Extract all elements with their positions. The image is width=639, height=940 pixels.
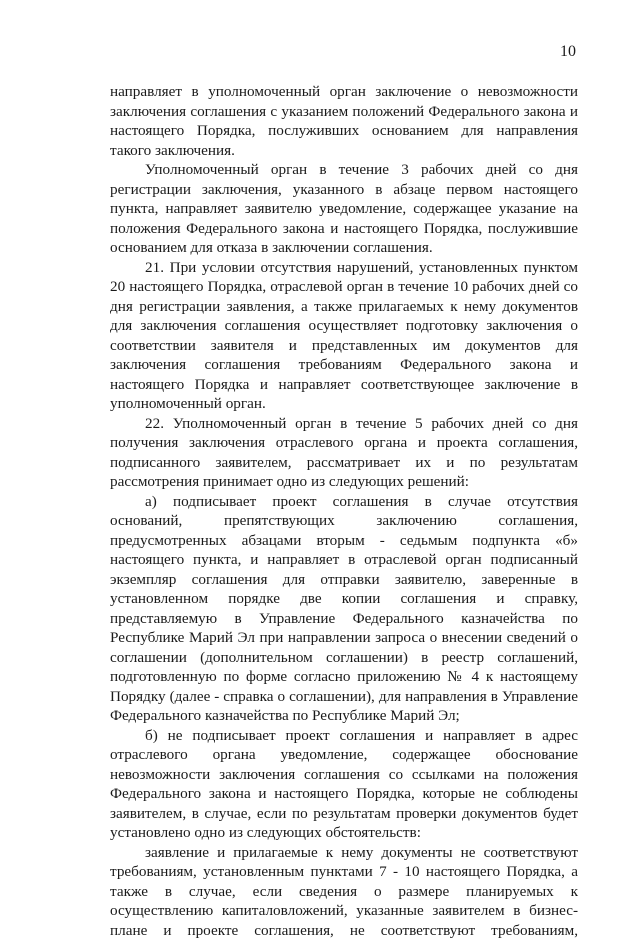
paragraph-notification: Уполномоченный орган в течение 3 рабочих дней со дня регистрации заключения, указанного в абзаце первом настоящего пункта, направляет заявителю уведомление, содержащее указание на положения Федерального закона и настоящего Порядка, послужившие основанием для отказа в заключении соглашения. bbox=[110, 160, 578, 258]
paragraph-item-21: 21. При условии отсутствия нарушений, установленных пунктом 20 настоящего Порядка, отраслевой орган в течение 10 рабочих дней со дня регистрации заявления, а также прилагаемых к нему документов для заключения соглашения осуществляет подготовку заключения о соответствии заявителя и представленных им документов для заключения соглашения требованиям Федерального закона и настоящего Порядка и направляет соответствующее заключение в уполномоченный орган. bbox=[110, 258, 578, 414]
paragraph-requirements: заявление и прилагаемые к нему документы не соответствуют требованиям, установленным пунктами 7 - 10 настоящего Порядка, а также в случае, если сведения о размере планируемых к осуществлению капиталовложений, указанные заявителем в бизнес-плане и проекте соглашения, не соответствуют требованиям, bbox=[110, 843, 578, 940]
paragraph-subitem-b: б) не подписывает проект соглашения и направляет в адрес отраслевого органа уведомление, содержащее обоснование невозможности заключения соглашения со ссылками на положения Федерального закона и настоящего Порядка, которые не соблюдены заявителем, в случае, если по результатам проверки документов будет установлено одно из следующих обстоятельств: bbox=[110, 726, 578, 843]
paragraph-continuation: направляет в уполномоченный орган заключение о невозможности заключения соглашения с указанием положений Федерального закона и настоящего Порядка, послуживших основанием для направления такого заключения. bbox=[110, 82, 578, 160]
document-body bbox=[110, 82, 578, 940]
paragraph-subitem-a: а) подписывает проект соглашения в случае отсутствия оснований, препятствующих заключению соглашения, предусмотренных абзацами вторым - седьмым подпункта «б» настоящего пункта, и направляет в отраслевой орган подписанный экземпляр соглашения для отправки заявителю, заверенные в установленном порядке две копии соглашения и справку, представляемую в Управление Федерального казначейства по Республике Марий Эл при направлении запроса о внесении сведений о соглашении (дополнительном соглашении) в реестр соглашений, подготовленную по форме согласно приложению № 4 к настоящему Порядку (далее - справка о соглашении), для направления в Управление Федерального казначейства по Республике Марий Эл; bbox=[110, 492, 578, 726]
paragraph-item-22: 22. Уполномоченный орган в течение 5 рабочих дней со дня получения заключения отраслевого органа и проекта соглашения, подписанного заявителем, рассматривает их и по результатам рассмотрения принимает одно из следующих решений: bbox=[110, 414, 578, 492]
page-number: 10 bbox=[560, 43, 576, 61]
